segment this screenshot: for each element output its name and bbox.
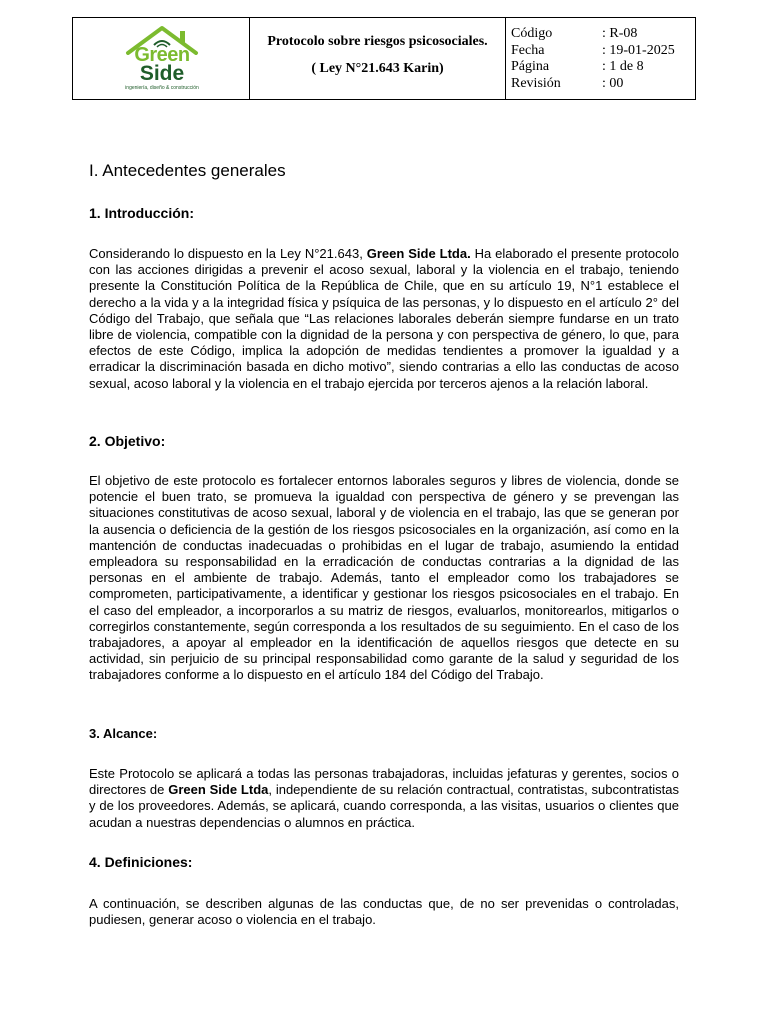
meta-key: Código [511, 26, 553, 41]
meta-value: : 00 [602, 75, 624, 91]
main-heading: I. Antecedentes generales [89, 161, 286, 180]
paragraph-alcance [89, 766, 679, 831]
paragraph-definiciones: A continuación, se describen algunas de las conductas que, de no ser prevenidas o controladas, pudiesen, generar acoso o violencia en el trabajo. [89, 896, 679, 928]
document-header-table [72, 17, 696, 100]
meta-key: Fecha [511, 42, 545, 58]
meta-value: : 1 de 8 [602, 59, 644, 74]
paragraph-text: Este Protocolo se aplicará a todas las personas trabajadoras, incluidas jefaturas y gerentes, socios o directores de [89, 766, 679, 798]
meta-row-revision [506, 76, 695, 93]
paragraph-introduccion [89, 246, 679, 392]
paragraph-objetivo: El objetivo de este protocolo es fortalecer entornos laborales seguros y libres de violencia, donde se potencie el buen trato, se promueva la igualdad con perspectiva de género y se prevengan las situaciones constitutivas de acoso sexual, laboral y de violencia en el trabajo, las que se generan por la ausencia o deficiencia de la gestión de los riesgos psicosociales en la organización, así como en la mantención de conductas inadecuadas o prohibidas en el lugar de trabajo, asumiendo la entidad empleadora su responsabilidad en la erradicación de conductas contrarias a la dignidad de las personas en el ambiente de trabajo. Además, tanto el empleador como los trabajadores se comprometen, participativamente, a identificar y gestionar los riesgos psicosociales en el trabajo. En el caso del empleador, a incorporarlos a su matriz de riesgos, evaluarlos, monitorearlos, mitigarlos o corregirlos constantemente, según corresponda a los resultados de su seguimiento. En el caso de los trabajadores, a apoyar al empleador en la identificación de aquellos riesgos que detecte en su actividad, sin perjuicio de su principal responsabilidad como garante de la salud y seguridad de los trabajadores conforme a lo dispuesto en el artículo 184 del Código del Trabajo. [89, 473, 679, 683]
section-heading-objetivo: 2. Objetivo: [89, 433, 166, 449]
paragraph-text: Considerando lo dispuesto en la Ley N°21.643, [89, 246, 367, 261]
document-title: Protocolo sobre riesgos psicosociales. [267, 34, 488, 49]
meta-value: : R-08 [602, 26, 638, 41]
logo-tagline: ingeniería, diseño & construcción [125, 85, 199, 91]
section-heading-definiciones: 4. Definiciones: [89, 854, 193, 870]
meta-key: Página [511, 59, 550, 74]
logo-cell [73, 18, 250, 99]
company-logo [106, 25, 218, 95]
paragraph-text: , independiente de su relación contractual, contratistas, subcontratistas y de los proveedores. Además, se aplicará, cuando corresponda, a las visitas, usuarios o clientes que acudan a nuestras dependencias o alumnos en práctica. [89, 782, 679, 830]
logo-word-green: Green [134, 44, 190, 66]
meta-row-page [506, 59, 695, 76]
paragraph-text: Ha elaborado el presente protocolo con las acciones dirigidas a prevenir el acoso sexual, laboral y la violencia en el trabajo, teniendo presente la Constitución Política de la República de Chile, que en su artículo 19, N°1 establece el derecho a la vida y a la integridad física y psíquica de las personas, y lo dispuesto en el artículo 2° del Código del Trabajo, que señala que “Las relaciones laborales deberán siempre fundarse en un trato libre de violencia, compatible con la dignidad de la persona y con perspectiva de género, lo que, para efectos de este Código, implica la adopción de medidas tendientes a promover la igualdad y a erradicar la discriminación basada en dicho motivo”, siendo contrarias a ello las conductas de acoso sexual, acoso laboral y la violencia en el trabajo ejercida por terceros ajenos a la relación laboral. [89, 246, 679, 391]
section-heading-alcance: 3. Alcance: [89, 726, 158, 741]
document-subtitle: ( Ley N°21.643 Karin) [311, 61, 444, 76]
company-name: Green Side Ltda. [366, 246, 471, 261]
meta-key: Revisión [511, 75, 561, 91]
title-cell [250, 18, 506, 99]
meta-row-code [506, 26, 695, 43]
logo-word-side: Side [139, 62, 185, 85]
company-name: Green Side Ltda [168, 782, 269, 798]
meta-value: : 19-01-2025 [602, 42, 675, 58]
meta-row-date [506, 43, 695, 60]
section-heading-introduccion: 1. Introducción: [89, 205, 194, 221]
metadata-cell [506, 18, 695, 99]
